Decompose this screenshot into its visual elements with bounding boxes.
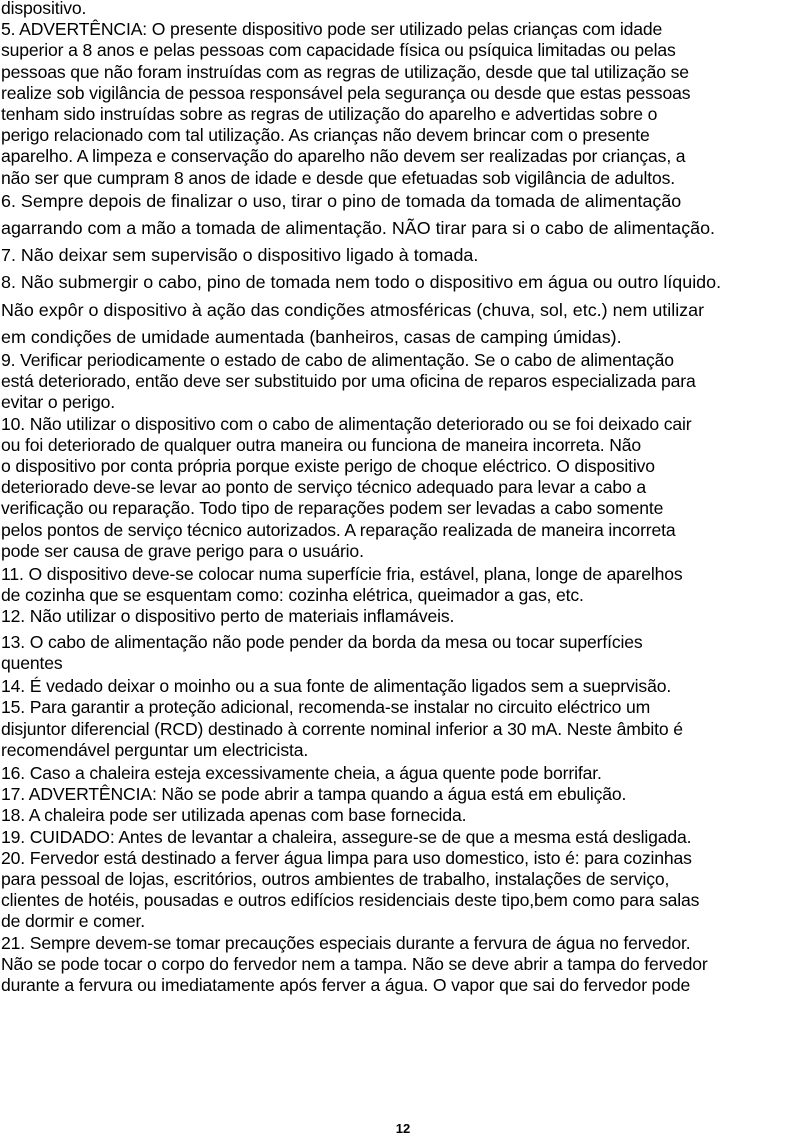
text-line: 15. Para garantir a proteção adicional, recomenda-se instalar no circuito eléctrico um [1,697,651,718]
text-line: 18. A chaleira pode ser utilizada apenas com base fornecida. [1,805,467,826]
text-line: 10. Não utilizar o dispositivo com o cabo de alimentação deteriorado ou se foi deixado cair [1,413,692,434]
text-line: disjuntor diferencial (RCD) destinado à corrente nominal inferior a 30 mA. Neste âmbito é [1,718,683,739]
text-line: pelos pontos de serviço técnico autorizados. A reparação realizada de maneira incorreta [1,519,676,540]
text-line: quentes [1,652,63,673]
text-line: 20. Fervedor está destinado a ferver água limpa para uso domestico, isto é: para cozinhas [1,847,692,868]
text-line: 17. ADVERTÊNCIA: Não se pode abrir a tampa quando a água está em ebulição. [1,784,627,805]
text-line: aparelho. A limpeza e conservação do aparelho não devem ser realizadas por crianças, a [1,146,686,167]
text-line: pode ser causa de grave perigo para o usuário. [1,540,364,561]
text-line: 21. Sempre devem-se tomar precauções especiais durante a fervura de água no fervedor. [1,932,691,953]
text-line: de dormir e comer. [1,911,145,932]
text-line: 9. Verificar periodicamente o estado de cabo de alimentação. Se o cabo de alimentação [1,350,674,371]
text-line: em condições de umidade aumentada (banheiros, casas de camping úmidas). [1,326,622,347]
text-line: 14. É vedado deixar o moinho ou a sua fonte de alimentação ligados sem a sueprvisão. [1,676,672,697]
text-line: Não expôr o dispositivo à ação das condições atmosféricas (chuva, sol, etc.) nem utilizar [1,299,705,320]
text-line: para pessoal de lojas, escritórios, outros ambientes de trabalho, instalações de serviço, [1,868,670,889]
text-line: o dispositivo por conta própria porque existe perigo de choque eléctrico. O dispositivo [1,456,655,477]
text-line: 8. Não submergir o cabo, pino de tomada nem todo o dispositivo em água ou outro líquido. [1,272,722,293]
text-line: realize sob vigilância de pessoa responsável pela segurança ou desde que estas pessoas [1,82,691,103]
text-line: superior a 8 anos e pelas pessoas com capacidade física ou psíquica limitadas ou pelas [1,40,676,61]
text-line: 11. O dispositivo deve-se colocar numa superfície fria, estável, plana, longe de aparelhos [1,564,683,585]
text-line: não ser que cumpram 8 anos de idade e desde que efetuadas sob vigilância de adultos. [1,167,676,188]
text-line: verificação ou reparação. Todo tipo de reparações podem ser levadas a cabo somente [1,498,664,519]
text-line: 16. Caso a chaleira esteja excessivamente cheia, a água quente pode borrifar. [1,762,602,783]
text-line: pessoas que não foram instruídas com as regras de utilização, desde que tal utilização se [1,61,689,82]
text-line: de cozinha que se esquentam como: cozinha elétrica, queimador a gas, etc. [1,585,584,606]
text-line: ou foi deteriorado de qualquer outra maneira ou funciona de maneira incorreta. Não [1,434,642,455]
text-line: 13. O cabo de alimentação não pode pender da borda da mesa ou tocar superfícies [1,631,643,652]
text-line: tenham sido instruídas sobre as regras de utilização do aparelho e advertidas sobre o [1,104,658,125]
text-line: durante a fervura ou imediatamente após ferver a água. O vapor que sai do fervedor pode [1,974,691,995]
text-line: dispositivo. [1,0,87,18]
text-line: 19. CUIDADO: Antes de levantar a chaleira, assegure-se de que a mesma está desligada. [1,826,692,847]
text-line: está deteriorado, então deve ser substituido por uma oficina de reparos especializada para [1,371,696,392]
text-line: Não se pode tocar o corpo do fervedor nem a tampa. Não se deve abrir a tampa do fervedor [1,953,708,974]
text-line: 6. Sempre depois de finalizar o uso, tirar o pino de tomada da tomada de alimentação [1,190,682,211]
text-line: agarrando com a mão a tomada de alimentação. NÃO tirar para si o cabo de alimentação. [1,218,716,239]
text-line: 5. ADVERTÊNCIA: O presente dispositivo pode ser utilizado pelas crianças com idade [1,19,663,40]
text-line: deteriorado deve-se levar ao ponto de serviço técnico adequado para levar a cabo a [1,477,646,498]
document-page [1,0,805,996]
text-line: 7. Não deixar sem supervisão o dispositivo ligado à tomada. [1,245,479,266]
text-line: recomendável perguntar um electricista. [1,739,309,760]
text-line: perigo relacionado com tal utilização. As crianças não devem brincar com o presente [1,125,650,146]
page-number: 12 [395,1121,411,1136]
text-line: clientes de hotéis, pousadas e outros edifícios residenciais deste tipo,bem como para salas [1,890,700,911]
text-line: evitar o perigo. [1,392,115,413]
text-line: 12. Não utilizar o dispositivo perto de materiais inflamáveis. [1,606,455,627]
